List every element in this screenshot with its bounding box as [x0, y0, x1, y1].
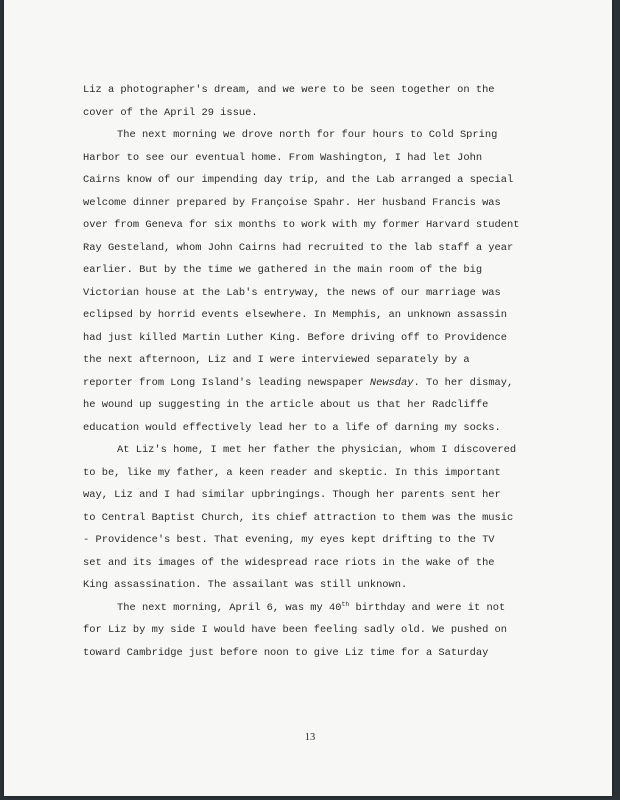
text-line: over from Geneva for six months to work with my former Harvard student: [83, 219, 520, 231]
text-segment: birthday and were it not: [349, 601, 506, 614]
text-line: [83, 439, 553, 462]
text-line: Harbor to see our eventual home. From Washington, I had let John: [83, 151, 483, 164]
text-line: set and its images of the widespread race riots in the wake of the: [83, 556, 495, 569]
text-line: had just killed Martin Luther King. Before driving off to Providence: [83, 331, 508, 344]
text-line: Ray Gesteland, whom John Cairns had recruited to the lab staff a year: [83, 241, 514, 254]
paragraph-start: At Liz's home, I met her father the physician, whom I discovered: [117, 444, 517, 456]
text-line: to be, like my father, a keen reader and skeptic. In this important: [83, 466, 501, 479]
text-line: education would effectively lead her to a life of darning my socks.: [83, 421, 501, 434]
text-line: [83, 597, 553, 620]
scan-border-right: [612, 0, 620, 800]
newspaper-title: Newsday: [369, 376, 414, 389]
text-segment: . To her dismay,: [413, 376, 514, 389]
text-line: to Central Baptist Church, its chief attraction to them was the music: [83, 511, 514, 524]
text-line: eclipsed by horrid events elsewhere. In Memphis, an unknown assassin: [83, 309, 508, 321]
text-line: toward Cambridge just before noon to give Liz time for a Saturday: [83, 646, 489, 659]
paragraph-start: The next morning, April 6, was my 40: [117, 601, 342, 614]
ordinal-superscript: th: [341, 600, 350, 608]
text-line: the next afternoon, Liz and I were interviewed separately by a: [83, 354, 470, 366]
page-number: 13: [304, 732, 316, 743]
text-line: earlier. But by the time we gathered in the main room of the big: [83, 264, 483, 276]
text-line: [83, 372, 553, 395]
text-line: - Providence's best. That evening, my eyes kept drifting to the TV: [83, 534, 495, 546]
text-line: [83, 124, 553, 147]
text-line: Liz a photographer's dream, and we were to be seen together on the: [83, 84, 495, 96]
text-line: welcome dinner prepared by Françoise Spahr. Her husband Francis was: [83, 196, 501, 209]
paragraph-start: The next morning we drove north for four hours to Cold Spring: [117, 129, 498, 141]
text-line: Victorian house at the Lab's entryway, the news of our marriage was: [83, 286, 501, 299]
text-line: way, Liz and I had similar upbringings. Though her parents sent her: [83, 489, 501, 501]
text-line: King assassination. The assailant was still unknown.: [83, 579, 408, 591]
text-line: cover of the April 29 issue.: [83, 106, 258, 119]
scan-border-bottom: [0, 796, 620, 800]
body-text: [83, 79, 553, 664]
text-line: Cairns know of our impending day trip, and the Lab arranged a special: [83, 174, 514, 186]
text-line: he wound up suggesting in the article about us that her Radcliffe: [83, 399, 489, 411]
text-segment: reporter from Long Island's leading newspaper: [83, 376, 370, 389]
text-line: for Liz by my side I would have been feeling sadly old. We pushed on: [83, 624, 508, 636]
